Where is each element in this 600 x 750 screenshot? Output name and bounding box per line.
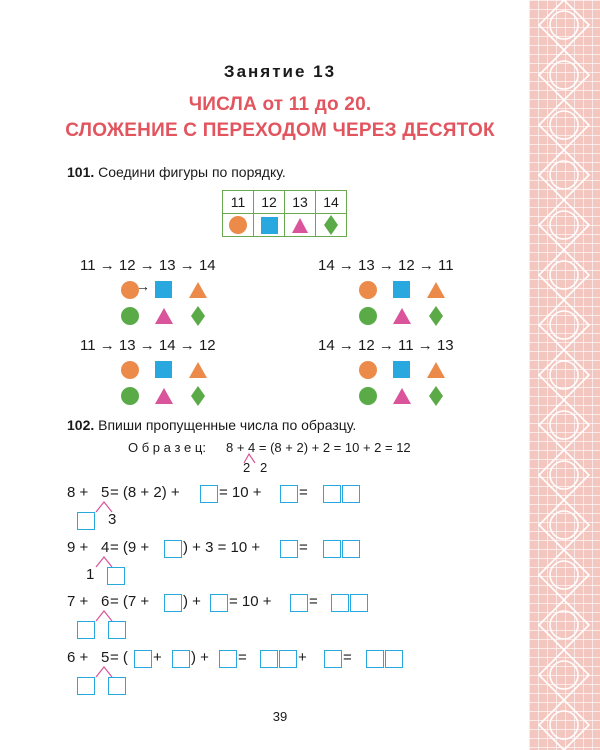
eq1-group: = (8 + 2) +: [110, 484, 180, 501]
eq3-ten-plus: = 10 +: [229, 593, 272, 610]
sequence-1: 11 → 12 → 13 → 14: [80, 257, 216, 274]
blue-square-icon: [154, 360, 174, 385]
eq3-answer-box-1[interactable]: [164, 594, 182, 612]
eq1-split-box[interactable]: [77, 512, 95, 530]
eq2-group-open: = (9 +: [110, 539, 150, 556]
pink-triangle-icon: [154, 306, 174, 331]
green-diamond-icon: [426, 306, 446, 331]
eq2-answer-box-2[interactable]: [280, 540, 298, 558]
eq2-equals: =: [299, 539, 308, 556]
eq3-split-box-1[interactable]: [77, 621, 95, 639]
orange-triangle-icon: [426, 280, 446, 305]
eq1-split-given: 3: [108, 511, 117, 528]
eq4-answer-box-1[interactable]: [134, 650, 152, 668]
pink-triangle-icon: [291, 217, 309, 234]
eq4-addend: 5: [101, 649, 110, 666]
eq3-answer-box-2[interactable]: [210, 594, 228, 612]
sample-split-left: 2: [243, 460, 251, 475]
eq2-group-close: ) + 3 = 10 +: [183, 539, 261, 556]
eq1-equals: =: [299, 484, 308, 501]
eq3-equals: =: [309, 593, 318, 610]
eq1-answer-box-2[interactable]: [280, 485, 298, 503]
eq3-split-box-2[interactable]: [108, 621, 126, 639]
eq2-split-box[interactable]: [107, 567, 125, 585]
eq3-result-tens[interactable]: [331, 594, 349, 612]
eq1-ten-plus: = 10 +: [219, 484, 262, 501]
blue-square-icon: [392, 360, 412, 385]
eq4-result-tens[interactable]: [366, 650, 384, 668]
eq4-split-box-1[interactable]: [77, 677, 95, 695]
eq4-plus-2: +: [298, 649, 307, 666]
orange-triangle-icon: [188, 280, 208, 305]
task-102-text: Впиши пропущенные числа по образцу.: [98, 417, 357, 433]
sample-equation: 8 + 4 = (8 + 2) + 2 = 10 + 2 = 12: [226, 440, 411, 455]
table-number-12: 12: [254, 191, 285, 214]
pink-triangle-icon: [154, 386, 174, 411]
sequence-3: 11 → 13 → 14 → 12: [80, 337, 216, 354]
eq3-group-open: = (7 +: [110, 593, 150, 610]
orange-circle-icon: [229, 216, 247, 234]
eq1-addend: 5: [101, 484, 110, 501]
number-shape-table: [222, 190, 347, 237]
lesson-title: Занятие 13: [223, 62, 337, 81]
green-circle-icon: [358, 306, 378, 331]
orange-triangle-icon: [188, 360, 208, 385]
page-number: 39: [272, 709, 288, 724]
eq1-left: 8 +: [67, 484, 89, 501]
sample-split-right: 2: [260, 460, 268, 475]
eq2-split-given: 1: [86, 566, 95, 583]
connect-arrow: →: [136, 278, 150, 294]
eq1-result-tens[interactable]: [323, 485, 341, 503]
orange-triangle-icon: [426, 360, 446, 385]
pink-triangle-icon: [392, 306, 412, 331]
table-number-11: 11: [223, 191, 254, 214]
eq2-result-units[interactable]: [342, 540, 360, 558]
eq4-group-close: ) +: [191, 649, 209, 666]
eq2-addend: 4: [101, 539, 110, 556]
eq2-answer-box-1[interactable]: [164, 540, 182, 558]
orange-circle-icon: [120, 360, 140, 385]
eq4-equals-2: =: [343, 649, 352, 666]
task-101-number: 101.: [67, 164, 95, 180]
eq3-addend: 6: [101, 593, 110, 610]
green-diamond-icon: [324, 215, 338, 235]
eq3-result-units[interactable]: [350, 594, 368, 612]
eq2-left: 9 +: [67, 539, 89, 556]
eq3-group-close: ) +: [183, 593, 201, 610]
eq4-plus: +: [153, 649, 162, 666]
eq4-result-units[interactable]: [385, 650, 403, 668]
eq4-answer-box-3[interactable]: [219, 650, 237, 668]
eq3-answer-box-3[interactable]: [290, 594, 308, 612]
eq1-answer-box-1[interactable]: [200, 485, 218, 503]
eq4-sum-tens[interactable]: [260, 650, 278, 668]
eq4-answer-box-2[interactable]: [172, 650, 190, 668]
task-102-number: 102.: [67, 417, 95, 433]
sequence-2: 14 → 13 → 12 → 11: [318, 257, 454, 274]
eq4-split-box-2[interactable]: [108, 677, 126, 695]
blue-square-icon: [392, 280, 412, 305]
eq1-result-units[interactable]: [342, 485, 360, 503]
green-diamond-icon: [188, 386, 208, 411]
task-101-text: Соедини фигуры по порядку.: [98, 164, 286, 180]
green-circle-icon: [120, 386, 140, 411]
eq4-equals-1: =: [238, 649, 247, 666]
green-diamond-icon: [426, 386, 446, 411]
sequence-4: 14 → 12 → 11 → 13: [318, 337, 454, 354]
sample-label: О б р а з е ц:: [128, 440, 206, 455]
topic-line-1: ЧИСЛА от 11 до 20.: [188, 94, 372, 115]
eq2-result-tens[interactable]: [323, 540, 341, 558]
pink-triangle-icon: [392, 386, 412, 411]
orange-circle-icon: [358, 280, 378, 305]
topic-line-2: СЛОЖЕНИЕ С ПЕРЕХОДОМ ЧЕРЕЗ ДЕСЯТОК: [65, 120, 495, 141]
blue-square-icon: [154, 280, 174, 305]
task-101-heading: [67, 164, 286, 180]
table-number-14: 14: [316, 191, 347, 214]
green-circle-icon: [120, 306, 140, 331]
orange-circle-icon: [358, 360, 378, 385]
eq3-left: 7 +: [67, 593, 89, 610]
eq4-sum-units[interactable]: [279, 650, 297, 668]
blue-square-icon: [261, 217, 278, 234]
eq4-answer-box-4[interactable]: [324, 650, 342, 668]
eq4-left: 6 +: [67, 649, 89, 666]
green-circle-icon: [358, 386, 378, 411]
task-102-heading: [67, 417, 356, 433]
eq4-group-open: = (: [110, 649, 128, 666]
green-diamond-icon: [188, 306, 208, 331]
table-number-13: 13: [285, 191, 316, 214]
